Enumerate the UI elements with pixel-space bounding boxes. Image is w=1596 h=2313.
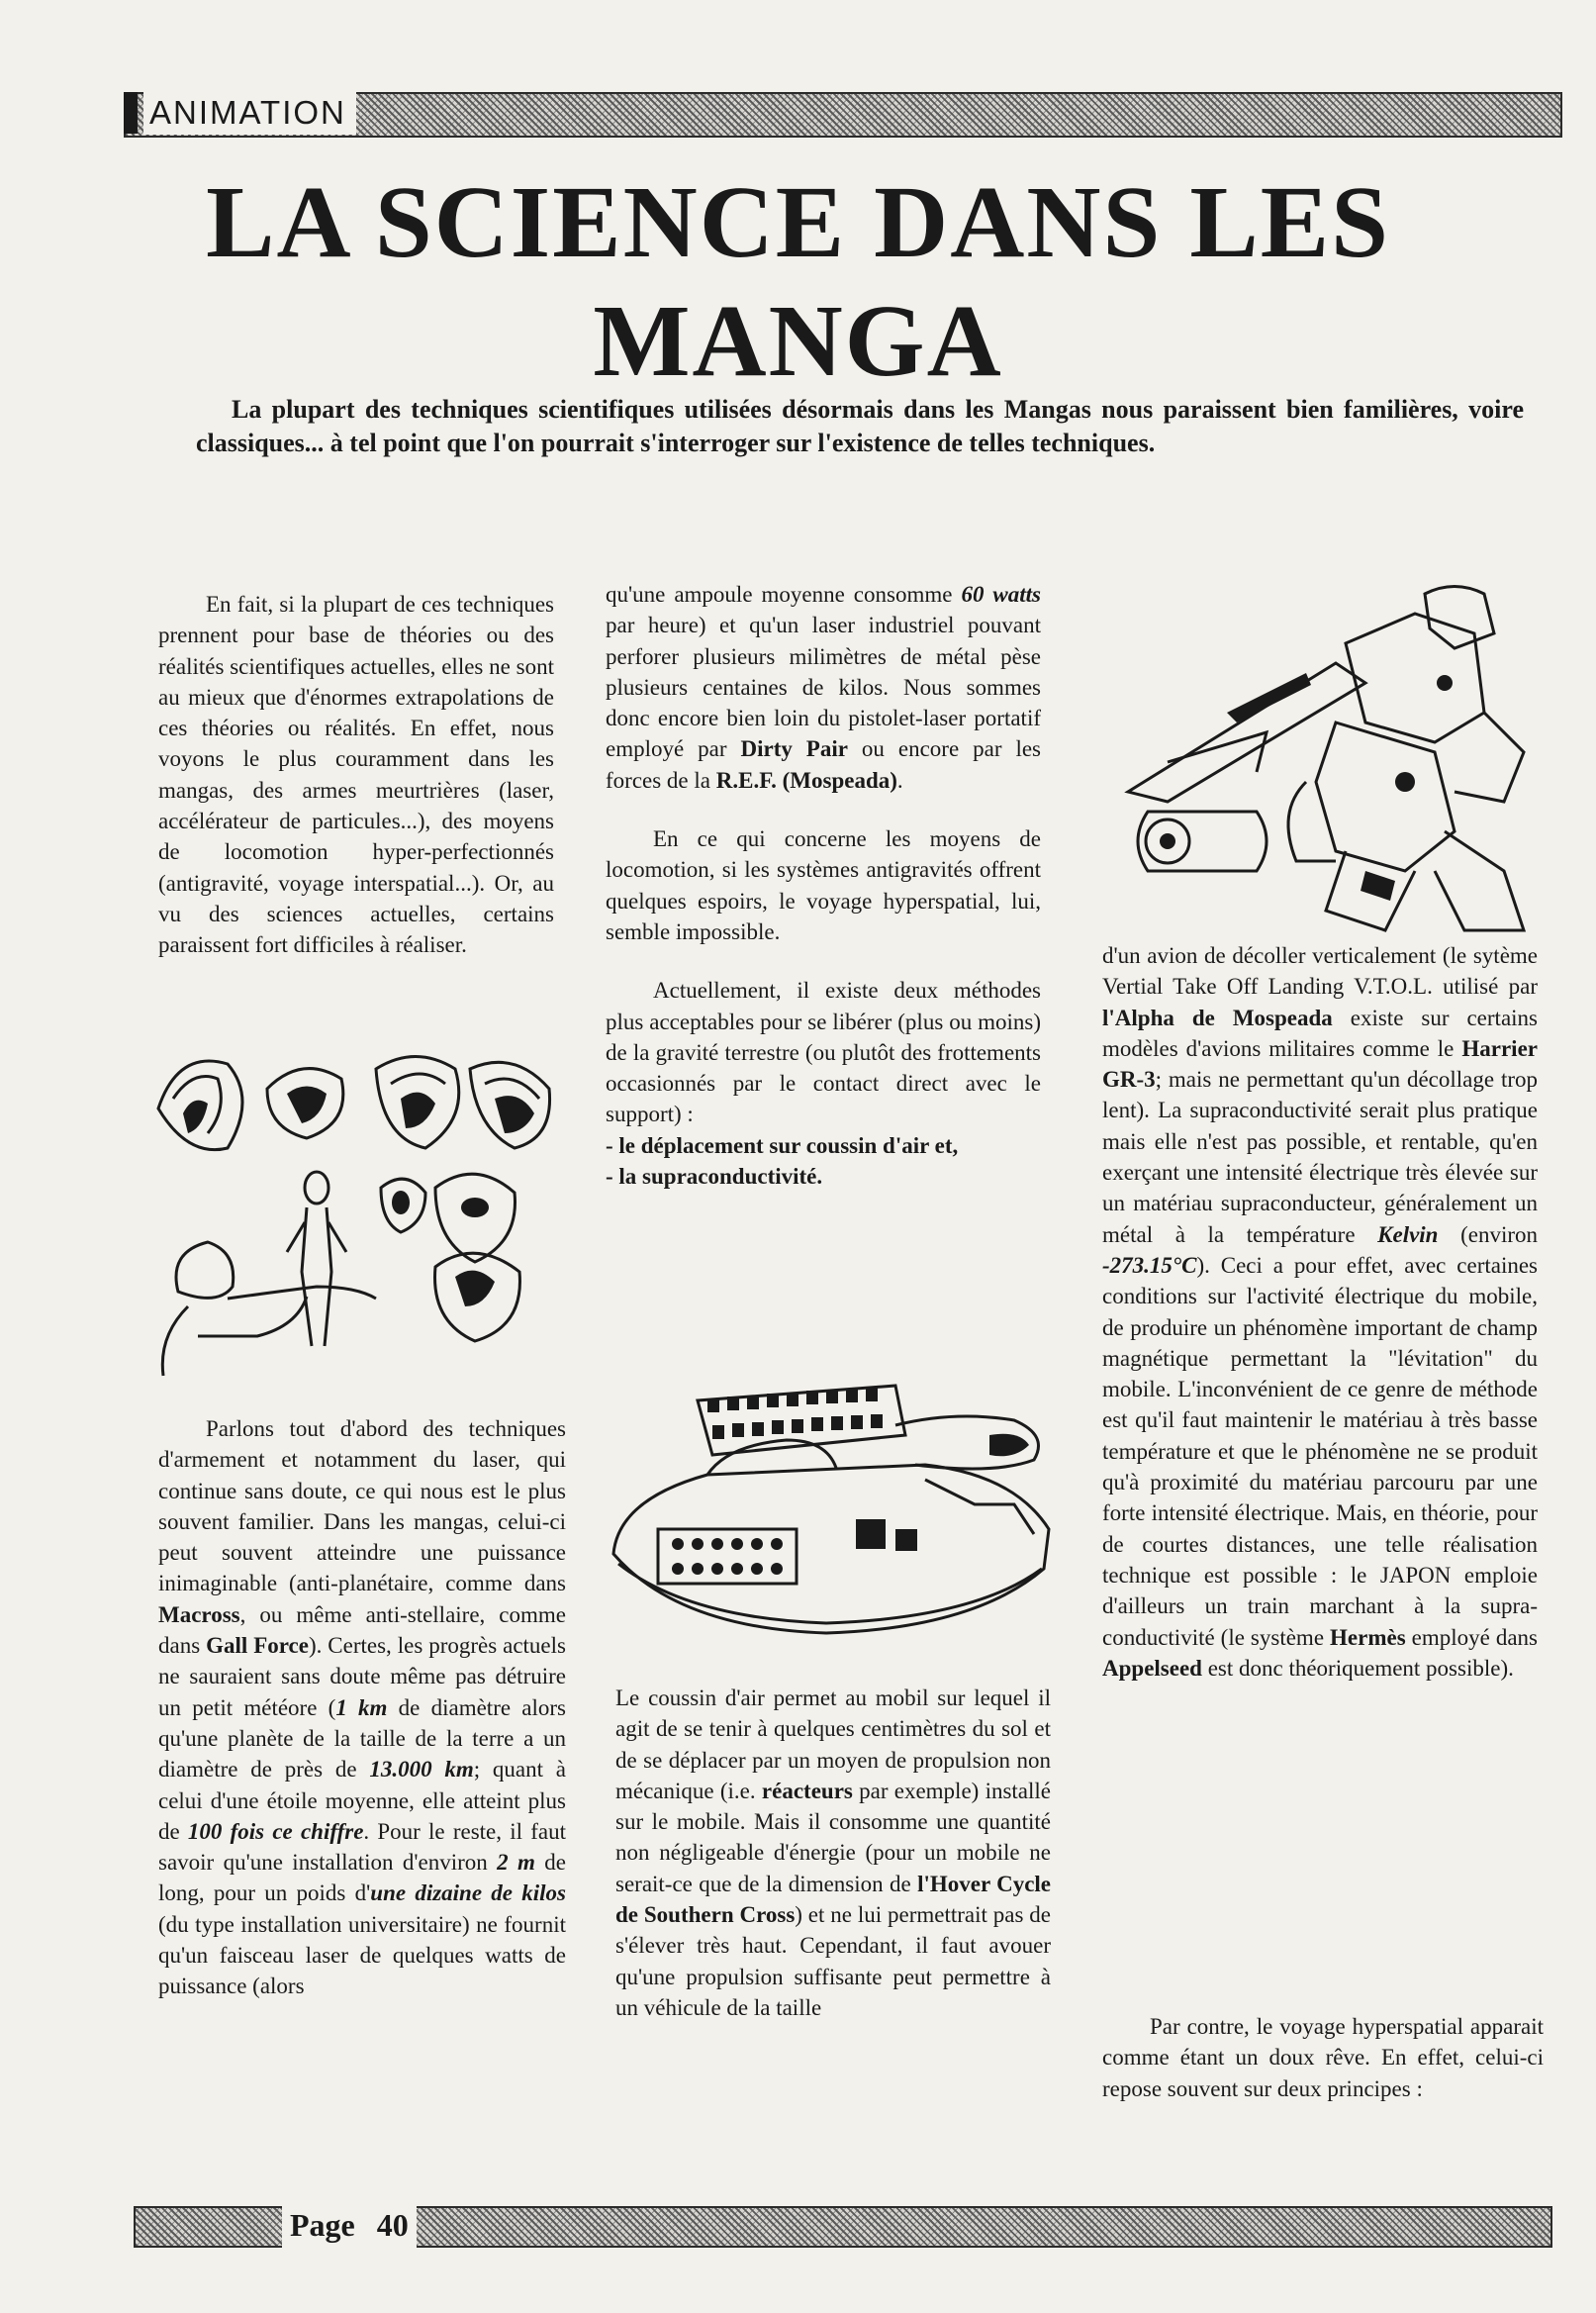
title-hover-cycle: l'Hover Cycle de Southern Cross xyxy=(615,1871,1052,1928)
paragraph: qu'une ampoule moyenne consomme 60 watts par heure) et qu'un laser industriel pouvant perforer plusieurs milimètres de métal pèse plusieurs centaines de kilos. Nous sommes donc encore bien loin du pistolet-laser portatif employé par Dirty Pair ou encore par les forces de la R.E.F. (Mospeada). xyxy=(606,582,1042,793)
page-title: LA SCIENCE DANS LES MANGA xyxy=(206,165,1390,398)
paragraph: d'un avion de décoller verticalement (le sytème Vertial Take Off Landing V.T.O.L. utilisé par l'Alpha de Mospeada existe sur certains modèles d'avions militaires comme le Harrier GR-3; mais ne permettant qu'un décollage trop lent). La supraconductivité serait plus pratique mais elle n'est pas possible, et rentable, qu'en exerçant une intensité électrique très élevée sur un matériau supraconducteur, généralement un métal à la température Kelvin (environ -273.15°C). Ceci a pour effet, avec certaines conditions sur l'activité électrique du mobile, de produire un phénomène important de champ magnétique permettant la "lévitation" du mobile. L'inconvénient de ce genre de méthode est qu'il faut maintenir le matériau à très basse température et que le phénomène ne se produit qu'à proximité du matériau parcouru par une forte intensité électrique. Mais, en théorie, pour de courtes distances, une telle réalisation technique est possible : le JAPON emploie d'ailleurs un train marchant à la supra-conductivité (le système Hermès employé dans Appelseed est donc théoriquement possible). xyxy=(1102,943,1539,1681)
title-macross: Macross xyxy=(158,1601,240,1627)
illustration-mecha xyxy=(1108,574,1553,940)
column-1-top xyxy=(158,589,554,989)
paragraph: Parlons tout d'abord des techniques d'armement et notamment du laser, qui continue sans doute, ce qui nous est le plus souvent familier. Dans les mangas, celui-ci peut souvent atteindre une puissance inimaginable (anti-planétaire, comme dans Macross, ou même anti-stellaire, comme dans Gall Force). Certes, les progrès actuels ne sauraient sans doute même pas détruire un petit météore (1 km de diamètre alors qu'une planète de la taille de la terre a un diamètre de près de 13.000 km; quant à celui d'une étoile moyenne, elle atteint plus de 100 fois ce chiffre. Pour le reste, il faut savoir qu'une installation d'environ 2 m de long, pour un poids d'une dizaine de kilos (du type installation universitaire) ne fournit qu'un faisceau laser de quelques watts de puissance (alors xyxy=(158,1416,567,1999)
paragraph: Actuellement, il existe deux méthodes plus acceptables pour se libérer (plus ou moins) de la gravité terrestre (ou plutôt des frottements occasionnés par le contact direct avec le support) : xyxy=(606,978,1041,1127)
section-label: ANIMATION xyxy=(143,91,356,135)
column-2-bottom xyxy=(615,1683,1051,2051)
list-item: - le déplacement sur coussin d'air et, xyxy=(606,1132,959,1158)
illustration-armor-pods xyxy=(139,1039,564,1381)
paragraph: Par contre, le voyage hyperspatial apparait comme étant un doux rêve. En effet, celui-ci repose souvent sur deux principes : xyxy=(1102,2014,1544,2101)
title-ref-mospeada: R.E.F. (Mospeada) xyxy=(715,767,897,793)
illustration-hover-tank xyxy=(599,1381,1064,1648)
intro-paragraph: La plupart des techniques scientifiques utilisées désormais dans les Mangas nous paraissent bien familières, voire classiques... à tel point que l'on pourrait s'interroger sur l'existence de telles techniques. xyxy=(196,395,1524,457)
page-label: Page xyxy=(290,2207,355,2243)
paragraph: En fait, si la plupart de ces techniques prennent pour base de théories ou des réalités scientifiques actuelles, elles ne sont au mieux que d'énormes extrapolations de ces théories ou réalités. En effet, nous voyons le plus couramment dans les mangas, des armes meurtrières (laser, accélérateur de particules...), des moyens de locomotion hyper-perfectionnés (antigravité, voyage interspatial...). Or, au vu des sciences actuelles, certains paraissent fort difficiles à réaliser. xyxy=(158,592,554,958)
column-3-top xyxy=(1102,940,1538,1711)
paragraph: En ce qui concerne les moyens de locomotion, si les systèmes antigravités offrent quelques espoirs, le voyage hyperspatial, lui, semble impossible. xyxy=(606,826,1041,944)
column-2-top xyxy=(606,579,1041,1192)
paragraph: Le coussin d'air permet au mobil sur lequel il agit de se tenir à quelques centimètres du sol et de se déplacer par un moyen de propulsion non mécanique (i.e. réacteurs par exemple) installé sur le mobile. Mais il consomme une quantité non négligeable d'énergie (pour un mobile ne serait-ce que de la dimension de l'Hover Cycle de Southern Cross) et ne lui permettrait pas de s'élever très haut. Cependant, il faut avouer qu'une propulsion suffisante peut permettre à un véhicule de la taille xyxy=(615,1686,1052,2020)
column-3-bottom xyxy=(1102,2011,1544,2132)
list-item: - la supraconductivité. xyxy=(606,1164,823,1190)
harrier-name: Harrier GR-3 xyxy=(1102,1035,1538,1093)
title-alpha-mospeada: l'Alpha de Mospeada xyxy=(1102,1005,1333,1030)
page-number-label xyxy=(282,2201,417,2249)
section-marker xyxy=(124,92,138,134)
title-appelseed: Appelseed xyxy=(1102,1655,1202,1681)
title-gall-force: Gall Force xyxy=(206,1633,309,1659)
page-number: 40 xyxy=(376,2207,409,2243)
column-1-bottom xyxy=(158,1413,566,2030)
title-dirty-pair: Dirty Pair xyxy=(740,736,848,762)
